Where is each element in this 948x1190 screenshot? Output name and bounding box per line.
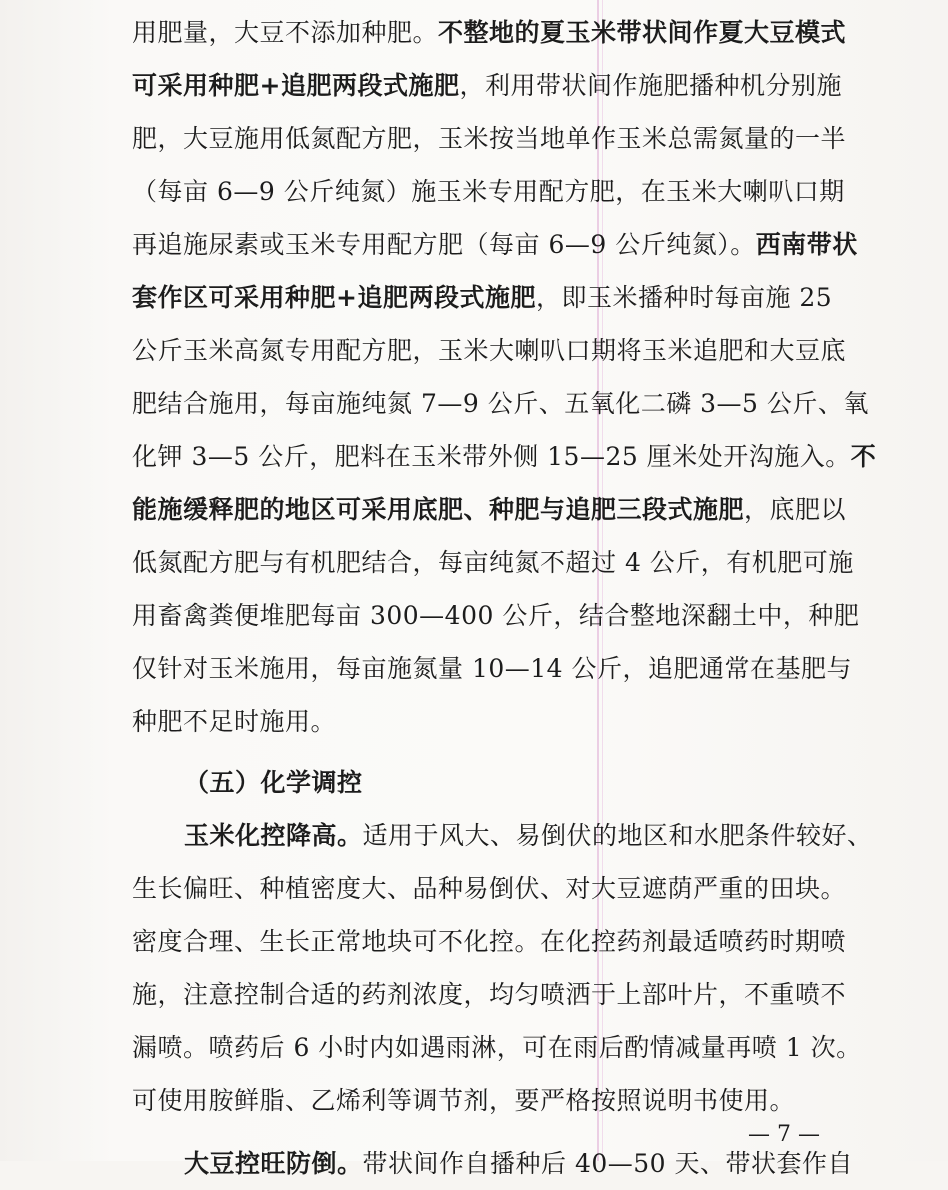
section-heading: （五）化学调控 bbox=[184, 768, 363, 797]
text-line: 玉米化控降高。适用于风大、易倒伏的地区和水肥条件较好、 bbox=[184, 821, 873, 850]
text-line: 种肥不足时施用。 bbox=[132, 707, 337, 736]
text-line: （每亩 6—9 公斤纯氮）施玉米专用配方肥，在玉米大喇叭口期 bbox=[132, 177, 845, 206]
text-line: 仅针对玉米施用，每亩施氮量 10—14 公斤，追肥通常在基肥与 bbox=[132, 654, 853, 683]
text-line: 大豆控旺防倒。带状间作自播种后 40—50 天、带状套作自 bbox=[184, 1149, 854, 1178]
text-line: 可采用种肥+追肥两段式施肥，利用带状间作施肥播种机分别施 bbox=[132, 71, 842, 100]
text-line: 可使用胺鲜脂、乙烯利等调节剂，要严格按照说明书使用。 bbox=[132, 1086, 796, 1115]
text-line: 生长偏旺、种植密度大、品种易倒伏、对大豆遮荫严重的田块。 bbox=[132, 874, 847, 903]
text-line: 能施缓释肥的地区可采用底肥、种肥与追肥三段式施肥，底肥以 bbox=[132, 495, 847, 524]
text-line: 漏喷。喷药后 6 小时内如遇雨淋，可在雨后酌情减量再喷 1 次。 bbox=[132, 1033, 862, 1062]
text-line: 施，注意控制合适的药剂浓度，均匀喷洒于上部叶片，不重喷不 bbox=[132, 980, 847, 1009]
page-number: — 7 — bbox=[748, 1122, 820, 1147]
text-line: 公斤玉米高氮专用配方肥，玉米大喇叭口期将玉米追肥和大豆底 bbox=[132, 336, 847, 365]
text-line: 低氮配方肥与有机肥结合，每亩纯氮不超过 4 公斤，有机肥可施 bbox=[132, 548, 854, 577]
text-line: 用肥量，大豆不添加种肥。不整地的夏玉米带状间作夏大豆模式 bbox=[132, 18, 847, 47]
text-line: 用畜禽粪便堆肥每亩 300—400 公斤，结合整地深翻土中，种肥 bbox=[132, 601, 860, 630]
text-line: 套作区可采用种肥+追肥两段式施肥，即玉米播种时每亩施 25 bbox=[132, 283, 833, 312]
body-text bbox=[132, 6, 877, 1190]
text-line: 密度合理、生长正常地块可不化控。在化控药剂最适喷药时期喷 bbox=[132, 927, 847, 956]
text-line: 化钾 3—5 公斤，肥料在玉米带外侧 15—25 厘米处开沟施入。不 bbox=[132, 442, 877, 471]
text-line: 肥，大豆施用低氮配方肥，玉米按当地单作玉米总需氮量的一半 bbox=[132, 124, 847, 153]
text-line: 再追施尿素或玉米专用配方肥（每亩 6—9 公斤纯氮）。西南带状 bbox=[132, 230, 858, 259]
text-line: 肥结合施用，每亩施纯氮 7—9 公斤、五氧化二磷 3—5 公斤、氧 bbox=[132, 389, 869, 418]
